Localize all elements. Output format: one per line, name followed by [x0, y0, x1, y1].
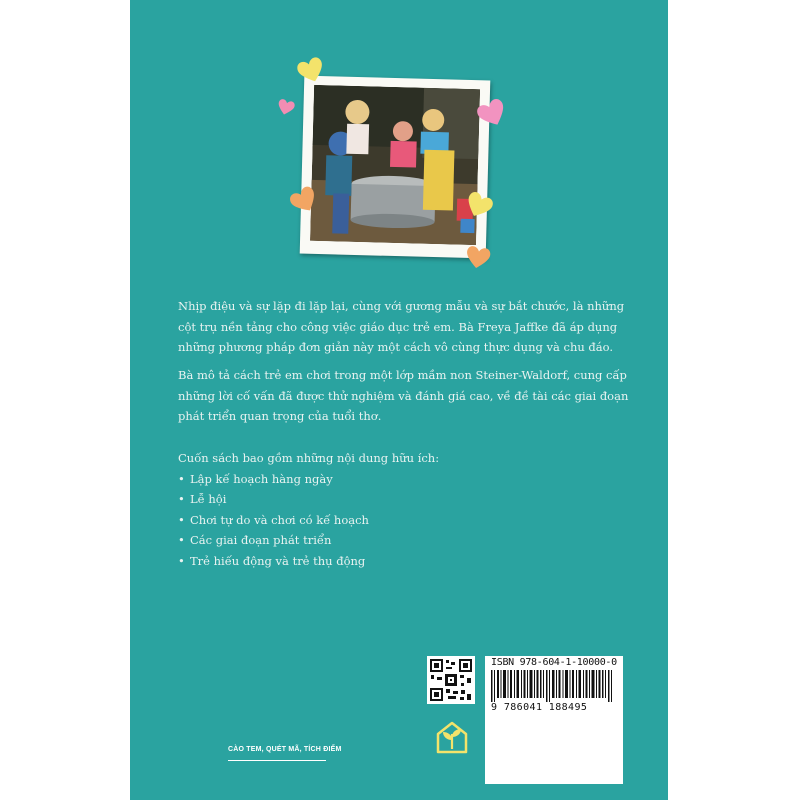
yellow-heart-icon	[296, 56, 326, 84]
intro-text-2: Bà mô tả cách trẻ em chơi trong một lớp mầm non Steiner-Waldorf, cung cấp những lời cố vấn đã được thử nghiệm và đánh giá cao, về đề tài các giai đoạn phát triển quan trọng của tuổi thơ.	[178, 368, 629, 423]
scratch-scan-label: CÀO TEM, QUÉT MÃ, TÍCH ĐIỂM	[228, 746, 342, 753]
contents-list	[178, 469, 638, 572]
yellow-heart-icon	[464, 190, 494, 220]
list-item: • Chơi tự do và chơi có kế hoạch	[178, 510, 638, 531]
book-back-cover	[130, 0, 668, 800]
intro-paragraph-1	[178, 296, 638, 358]
barcode-bars-icon	[491, 670, 617, 702]
list-item: • Các giai đoạn phát triển	[178, 530, 638, 551]
list-item: • Lễ hội	[178, 489, 638, 510]
qr-code-icon	[427, 656, 475, 704]
orange-heart-icon	[288, 186, 320, 214]
pink-heart-icon	[276, 98, 296, 116]
children-playing-photo	[310, 85, 480, 245]
isbn-barcode	[485, 656, 623, 784]
contents-section	[178, 448, 638, 571]
orange-heart-icon	[464, 244, 492, 270]
intro-paragraph-2	[178, 365, 638, 427]
footer-divider	[228, 760, 326, 761]
pink-heart-icon	[475, 98, 509, 128]
barcode-digits: 9 786041 188495	[491, 702, 588, 713]
list-item: • Trẻ hiếu động và trẻ thụ động	[178, 551, 638, 572]
contents-lead: Cuốn sách bao gồm những nội dung hữu ích:	[178, 451, 440, 465]
isbn-number: ISBN 978-604-1-10000-0	[491, 657, 617, 668]
publisher-logo-icon	[432, 718, 472, 758]
intro-text-1: Nhịp điệu và sự lặp đi lặp lại, cùng với gương mẫu và sự bắt chước, là những cột trụ nền tảng cho công việc giáo dục trẻ em. Bà Freya Jaffke đã áp dụng những phương pháp đơn giản này một cách vô cùng thực dụng và chu đáo.	[178, 299, 625, 354]
cover-photo-frame	[300, 76, 491, 259]
list-item: • Lập kế hoạch hàng ngày	[178, 469, 638, 490]
